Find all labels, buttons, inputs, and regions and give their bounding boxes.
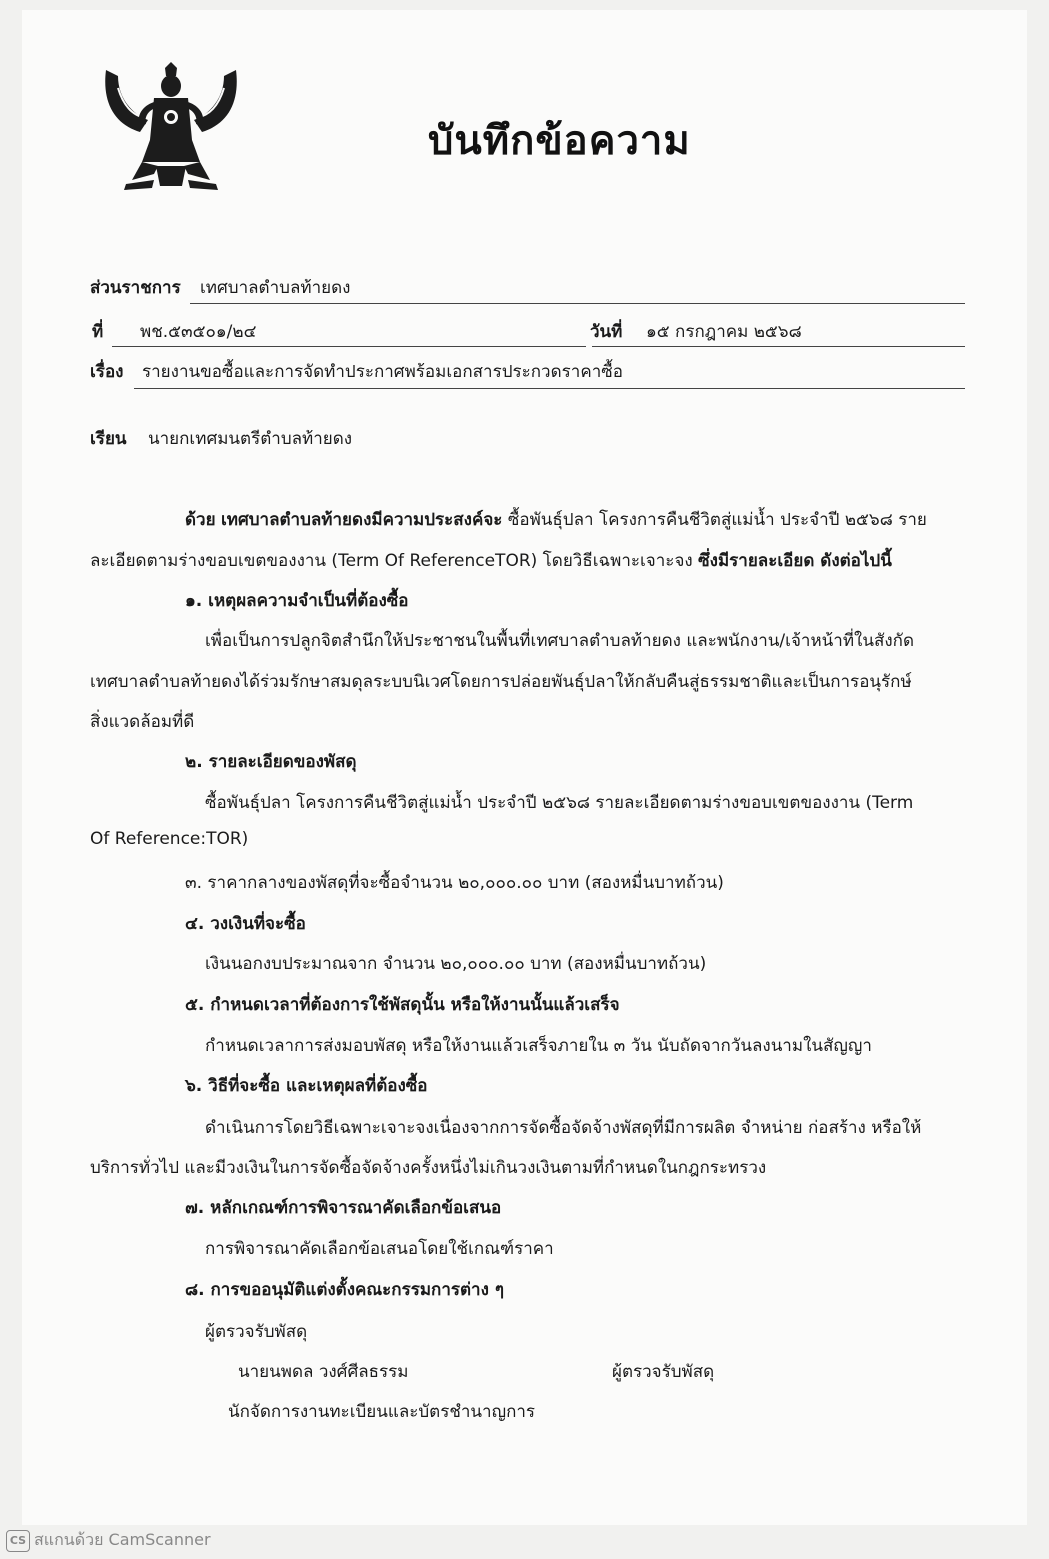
ref-underline [112, 346, 586, 347]
subject-value: รายงานขอซื้อและการจัดทำประกาศพร้อมเอกสารประกวดราคาซื้อ [142, 362, 623, 382]
section-2-line-2: Of Reference:TOR) [90, 829, 249, 849]
subject-label: เรื่อง [90, 362, 124, 382]
section-6-heading: ๖. วิธีที่จะซื้อ และเหตุผลที่ต้องซื้อ [185, 1076, 428, 1096]
subject-underline [134, 388, 965, 389]
intro-tail: ซึ่งมีรายละเอียด ดังต่อไปนี้ [698, 551, 892, 571]
section-7-heading: ๗. หลักเกณฑ์การพิจารณาคัดเลือกข้อเสนอ [185, 1198, 502, 1218]
to-value: นายกเทศมนตรีตำบลท้ายดง [148, 429, 353, 449]
section-5-line-1: กำหนดเวลาการส่งมอบพัสดุ หรือให้งานแล้วเสร็จภายใน ๓ วัน นับถัดจากวันลงนามในสัญญา [205, 1036, 872, 1056]
section-1-heading: ๑. เหตุผลความจำเป็นที่ต้องซื้อ [185, 591, 409, 611]
camscanner-text: สแกนด้วย CamScanner [34, 1530, 211, 1549]
section-1-line-1: เพื่อเป็นการปลูกจิตสำนึกให้ประชาชนในพื้นที่เทศบาลตำบลท้ายดง และพนักงาน/เจ้าหน้าที่ในสังกัด [205, 631, 914, 651]
department-value: เทศบาลตำบลท้ายดง [200, 278, 351, 298]
ref-value: พช.๕๓๕๐๑/๒๔ [140, 322, 257, 342]
inspector-role: ผู้ตรวจรับพัสดุ [612, 1362, 715, 1382]
intro-org: เทศบาลตำบลท้ายดงมีความประสงค์จะ [220, 510, 503, 530]
garuda-emblem [96, 62, 246, 194]
section-7-line-1: การพิจารณาคัดเลือกข้อเสนอโดยใช้เกณฑ์ราคา [205, 1239, 554, 1259]
section-8-heading: ๘. การขออนุมัติแต่งตั้งคณะกรรมการต่าง ๆ [185, 1280, 504, 1300]
section-8-line-1: ผู้ตรวจรับพัสดุ [205, 1322, 308, 1342]
section-2-line-1: ซื้อพันธุ์ปลา โครงการคืนชีวิตสู่แม่น้ำ ประจำปี ๒๕๖๘ รายละเอียดตามร่างขอบเขตของงาน (Term [205, 793, 914, 813]
inspector-name: นายนพดล วงศ์ศีลธรรม [238, 1362, 409, 1382]
intro-lead: ด้วย [185, 510, 216, 530]
paper-page [22, 10, 1027, 1525]
to-label: เรียน [90, 429, 127, 449]
ref-label: ที่ [92, 322, 104, 342]
camscanner-watermark [6, 1528, 211, 1553]
section-4-heading: ๔. วงเงินที่จะซื้อ [185, 914, 306, 934]
date-underline [592, 346, 965, 347]
intro-rest-2: ละเอียดตามร่างขอบเขตของงาน (Term Of ReferenceTOR) โดยวิธีเฉพาะเจาะจง [90, 551, 693, 571]
section-6-line-1: ดำเนินการโดยวิธีเฉพาะเจาะจงเนื่องจากการจัดซื้อจัดจ้างพัสดุที่มีการผลิต จำหน่าย ก่อสร้าง หรือให้ [205, 1118, 922, 1138]
date-value: ๑๕ กรกฎาคม ๒๕๖๘ [646, 322, 802, 342]
date-label: วันที่ [590, 322, 623, 342]
section-1-line-2: เทศบาลตำบลท้ายดงได้ร่วมรักษาสมดุลระบบนิเวศโดยการปล่อยพันธุ์ปลาให้กลับคืนสู่ธรรมชาติและเป็นการอนุรักษ์ [90, 672, 912, 692]
section-1-line-3: สิ่งแวดล้อมที่ดี [90, 712, 195, 732]
department-label: ส่วนราชการ [90, 278, 181, 298]
intro-line-2 [90, 547, 892, 574]
section-3-heading: ๓. ราคากลางของพัสดุที่จะซื้อจำนวน ๒๐,๐๐๐.๐๐ บาท (สองหมื่นบาทถ้วน) [185, 873, 724, 893]
memo-title: บันทึกข้อความ [428, 118, 691, 164]
section-4-line-1: เงินนอกงบประมาณจาก จำนวน ๒๐,๐๐๐.๐๐ บาท (สองหมื่นบาทถ้วน) [205, 954, 707, 974]
section-5-heading: ๕. กำหนดเวลาที่ต้องการใช้พัสดุนั้น หรือให้งานนั้นแล้วเสร็จ [185, 995, 620, 1015]
intro-line-1 [185, 506, 927, 533]
camscanner-logo-icon: CS [6, 1530, 30, 1552]
intro-rest-1: ซื้อพันธุ์ปลา โครงการคืนชีวิตสู่แม่น้ำ ประจำปี ๒๕๖๘ ราย [507, 510, 927, 530]
section-2-heading: ๒. รายละเอียดของพัสดุ [185, 752, 357, 772]
inspector-position: นักจัดการงานทะเบียนและบัตรชำนาญการ [228, 1402, 536, 1422]
department-underline [190, 303, 965, 304]
section-6-line-2: บริการทั่วไป และมีวงเงินในการจัดซื้อจัดจ้างครั้งหนึ่งไม่เกินวงเงินตามที่กำหนดในกฎกระทรวง [90, 1158, 767, 1178]
